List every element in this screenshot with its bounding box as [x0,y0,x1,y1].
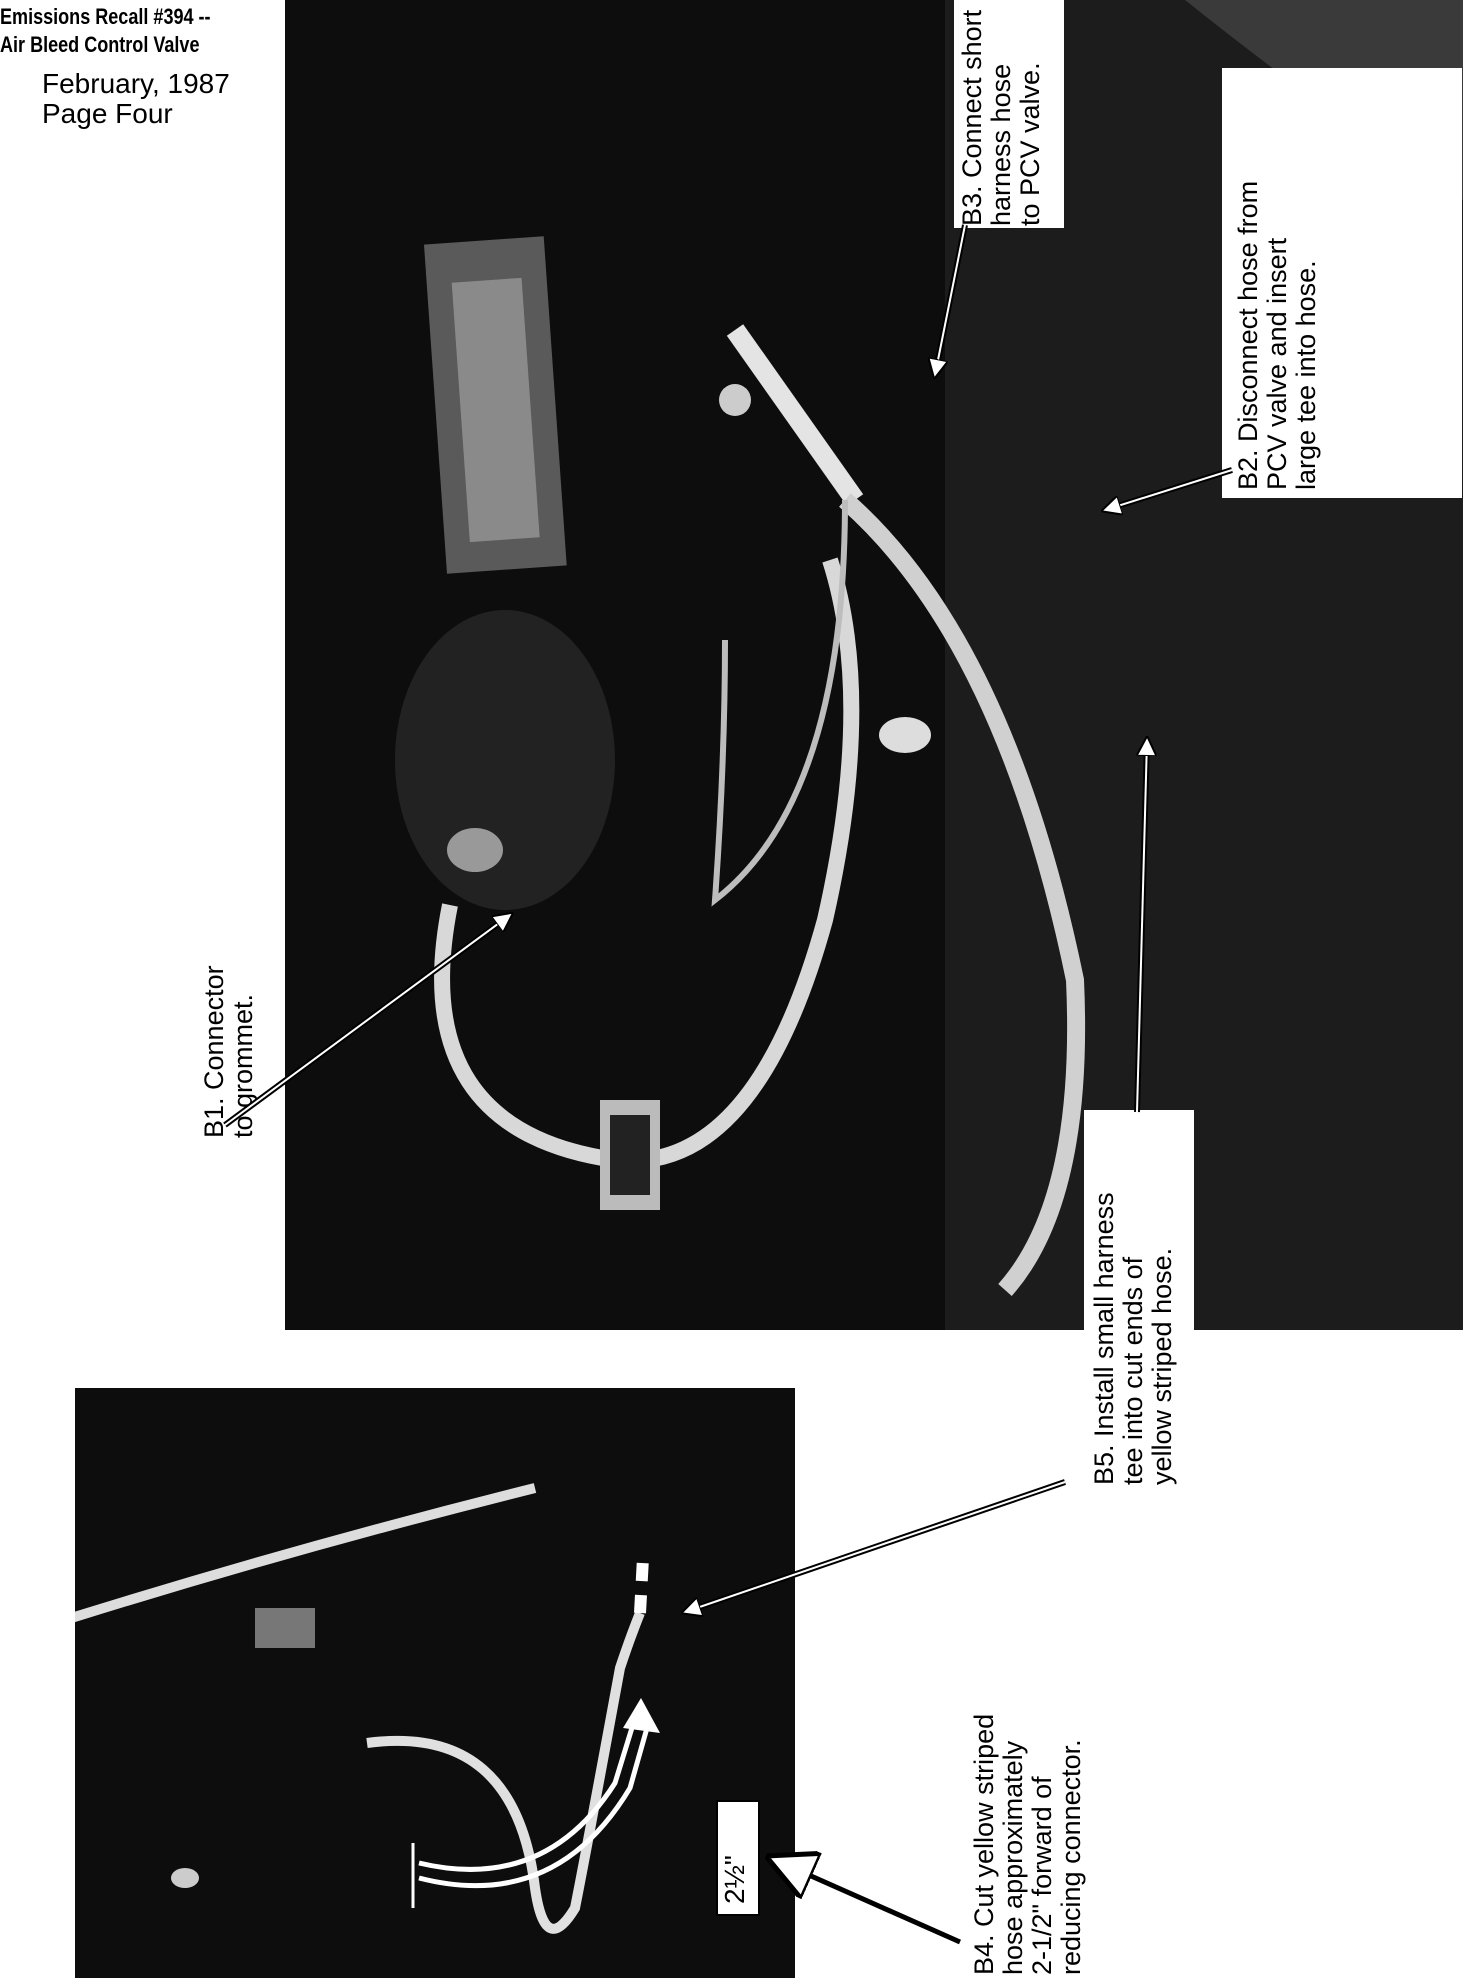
callout-b3-line2: harness hose [986,63,1016,226]
header-date: February, 1987 [42,68,230,99]
arrow-b1 [225,915,510,1125]
arrow-b4 [775,1860,960,1942]
callout-b1-line2: to grommet. [228,993,258,1138]
callout-b2-line1: B2. Disconnect hose from [1233,180,1263,490]
callout-b3-line3: to PCV valve. [1015,62,1045,226]
header-title-line2: Air Bleed Control Valve [0,32,200,57]
measurement-label: 2½" [719,1855,750,1904]
header-title-line1: Emissions Recall #394 -- [0,4,211,29]
callout-b5-line1: B5. Install small harness [1089,1192,1119,1485]
callout-b2-line2: PCV valve and insert [1262,237,1292,490]
arrow-b5-inset [685,1482,1065,1612]
callout-b4-line4: reducing connector. [1056,1739,1086,1975]
callout-b1-line1: B1. Connector [199,965,229,1138]
callout-b4-line1: B4. Cut yellow striped [969,1713,999,1975]
callout-b4-line3: 2-1/2" forward of [1027,1776,1057,1975]
callout-b5-line2: tee into cut ends of [1118,1256,1148,1485]
callout-b3-line1: B3. Connect short [957,9,987,226]
arrow-b2 [1105,470,1232,510]
header-page-number: Page Four [42,98,173,129]
callout-b4-line2: hose approximately [998,1740,1028,1975]
callout-b2-line3: large tee into hose. [1291,260,1321,490]
arrow-b3 [935,225,965,375]
arrow-b5-main [1137,740,1147,1112]
callout-b5-line3: yellow striped hose. [1147,1247,1177,1485]
